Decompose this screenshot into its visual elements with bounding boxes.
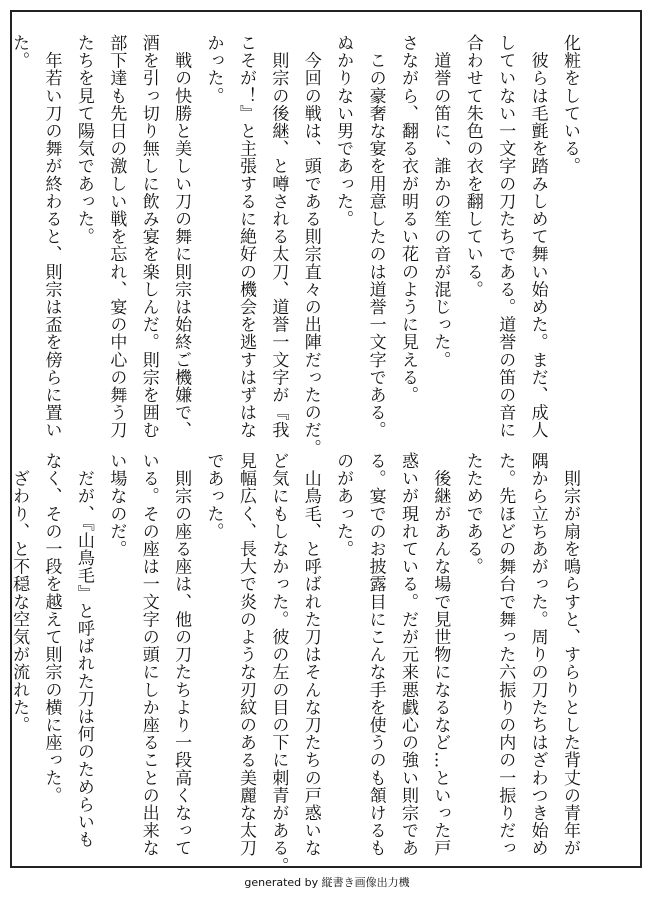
text-column: この豪奢な宴を用意したのは道誉一文字である。 <box>365 34 386 439</box>
text-column: 則宗が扇を鳴らすと、すらりとした背丈の青年が <box>560 452 580 857</box>
text-column: であった。 <box>203 452 224 540</box>
text-column: 年若い刀の舞が終わると、則宗は盃を傍らに置い <box>41 34 62 439</box>
text-column: 惑いが現れている。だが元来悪戯心の強い則宗であ <box>397 452 418 857</box>
text-column <box>0 34 3 426</box>
text-column: かった。 <box>203 34 224 105</box>
text-column: さながら、翻る衣が明るい花のように見える。 <box>397 34 418 404</box>
text-column: 部下達も先日の激しい戦を忘れ、宴の中心の舞う刀 <box>106 34 127 439</box>
text-column: こそが！』と主張するに絶好の機会を逃すはずはな <box>235 34 256 439</box>
text-column: 彼らは毛氈を踏みしめて舞い始めた。まだ、成人 <box>527 34 548 439</box>
text-column: い場なのだ。 <box>106 452 127 558</box>
text-column: 化粧をしている。 <box>560 34 580 175</box>
text-column: のがあった。 <box>333 452 354 558</box>
generator-credit: generated by 縦書き画像出力機 <box>244 876 410 889</box>
text-column: 今回の戦は、頭である則宗直々の出陣だったのだ。 <box>300 34 321 457</box>
text-column: していない一文字の刀たちである。道誉の笛の音に <box>495 34 516 439</box>
upper-text-block <box>9 34 586 457</box>
text-column <box>0 452 3 844</box>
text-column: 酒を引っ切り無しに飲み宴を楽しんだ。則宗を囲む <box>138 34 159 439</box>
text-column: た。 <box>9 34 30 70</box>
text-column: 隅から立ちあがった。周りの刀たちはざわつき始め <box>527 452 548 857</box>
text-column: 則宗の後継、と噂される太刀、道誉一文字が『我 <box>268 34 289 439</box>
text-column: ざわり、と不穏な空気が流れた。 <box>9 452 30 734</box>
text-column: る。宴でのお披露目にこんな手を使うのも頷けるも <box>365 452 386 857</box>
text-column: たためである。 <box>462 452 483 576</box>
text-column: 則宗の座る座は、他の刀たちより一段高くなって <box>171 452 192 857</box>
text-column: た。先ほどの舞台で舞った六振りの内の一振りだっ <box>495 452 516 857</box>
text-column: 後継があんな場で見世物になるなど…といった戸 <box>430 452 451 857</box>
text-column: だが、『山鳥毛』と呼ばれた刀は何のためらいも <box>73 452 94 849</box>
text-column: 山鳥毛、と呼ばれた刀はそんな刀たちの戸惑いな <box>300 452 321 857</box>
text-column: たちを見て陽気であった。 <box>73 34 94 246</box>
text-column: 戦の快勝と美しい刀の舞に則宗は始終ご機嫌で、 <box>171 34 192 439</box>
text-column: 合わせて朱色の衣を翻している。 <box>462 34 483 298</box>
text-column: ど気にもしなかった。彼の左の目の下に刺青がある。 <box>268 452 289 875</box>
text-column: ぬかりない男であった。 <box>333 34 354 228</box>
text-column: 道誉の笛に、誰かの笙の音が混じった。 <box>430 34 451 369</box>
lower-text-block <box>9 452 586 875</box>
text-column: 見幅広く、長大で炎のような刃紋のある美麗な太刀 <box>235 452 256 857</box>
text-column: いる。その座は一文字の頭にしか座ることの出来な <box>138 452 159 857</box>
page-frame <box>9 10 642 875</box>
text-column: なく、その一段を越えて則宗の横に座った。 <box>41 452 62 804</box>
